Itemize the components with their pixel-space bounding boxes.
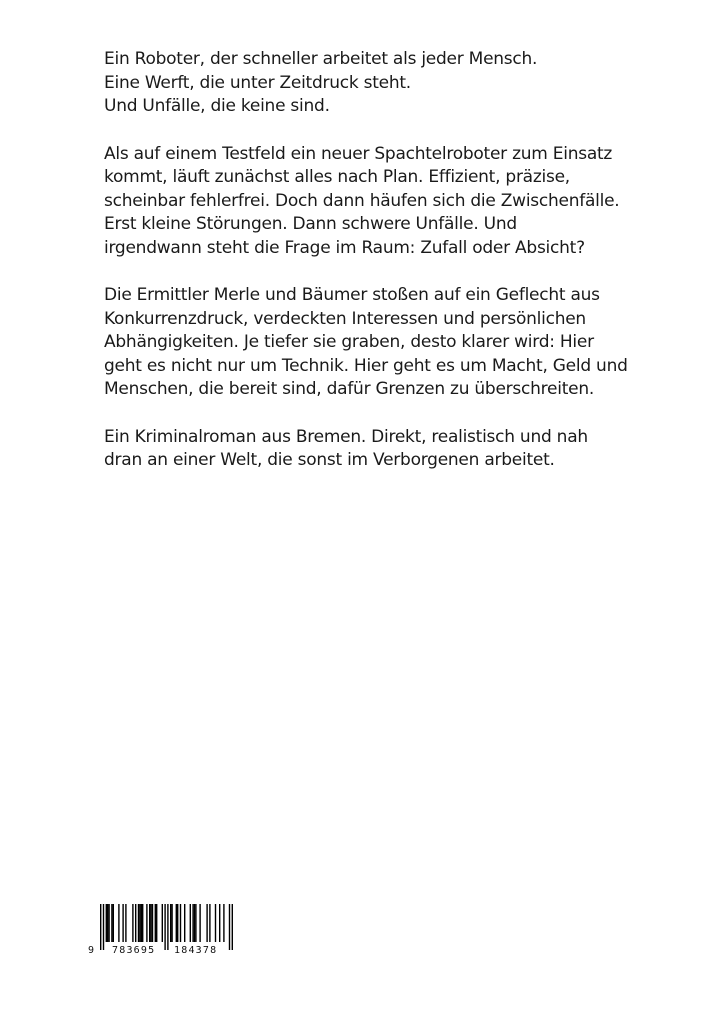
blurb-line: Und Unfälle, die keine sind. (104, 96, 330, 116)
blurb-line: Als auf einem Testfeld ein neuer Spachtelroboter zum Einsatz (104, 143, 613, 164)
barcode-bar (113, 904, 114, 942)
blurb-line: Erst kleine Störungen. Dann schwere Unfälle. Und (104, 214, 517, 234)
barcode-bar (199, 904, 200, 942)
barcode-bar (142, 904, 143, 942)
barcode-bar (111, 904, 112, 942)
blurb-text (104, 48, 628, 497)
barcode-first-digit: 9 (88, 945, 95, 956)
barcode-bar (195, 904, 196, 942)
barcode-bar (192, 904, 193, 942)
barcode-bar (170, 904, 171, 942)
barcode-bar (162, 904, 163, 942)
barcode-digits (88, 944, 233, 958)
barcode-bar (223, 904, 224, 942)
blurb-line: Konkurrenzdruck, verdeckten Interessen und persönlichen (104, 308, 586, 329)
barcode-bar (194, 904, 195, 942)
barcode-bar (106, 904, 107, 942)
barcode-bar (150, 904, 151, 942)
barcode-bar (155, 904, 156, 942)
blurb-paragraph-1 (104, 48, 624, 119)
barcode-left-digits: 783695 (112, 945, 156, 956)
barcode-bar (152, 904, 153, 942)
blurb-line: Eine Werft, die unter Zeitdruck steht. (104, 72, 411, 93)
blurb-line: Menschen, die bereit sind, dafür Grenzen zu überschreiten. (104, 379, 595, 399)
barcode-bar (141, 904, 142, 942)
barcode-bar (180, 904, 181, 942)
blurb-line: Die Ermittler Merle und Bäumer stoßen auf ein Geflecht aus (104, 285, 600, 305)
barcode-bar (138, 904, 139, 942)
barcode-bar (118, 904, 119, 942)
barcode-bar (156, 904, 157, 942)
barcode-bar (122, 904, 123, 942)
barcode-bar (139, 904, 140, 942)
blurb-line: dran an einer Welt, die sonst im Verborgenen arbeitet. (104, 450, 555, 470)
blurb-line: Ein Kriminalroman aus Bremen. Direkt, realistisch und nah (104, 426, 588, 447)
blurb-paragraph-3 (104, 284, 628, 402)
barcode-bar (184, 904, 185, 942)
blurb-line: Ein Roboter, der schneller arbeitet als jeder Mensch. (104, 49, 538, 69)
blurb-line: irgendwann steht die Frage im Raum: Zufall oder Absicht? (104, 237, 585, 258)
barcode-bar (107, 904, 108, 942)
blurb-paragraph-2 (104, 143, 624, 261)
blurb-line: geht es nicht nur um Technik. Hier geht es um Macht, Geld und (104, 355, 628, 376)
barcode-bar (209, 904, 210, 942)
barcode-bar (206, 904, 207, 942)
blurb-line: scheinbar fehlerfrei. Doch dann häufen sich die Zwischenfälle. (104, 190, 620, 211)
barcode-bar (177, 904, 178, 942)
blurb-paragraph-4 (104, 426, 624, 473)
barcode-bar (149, 904, 150, 942)
barcode-bar (132, 904, 133, 942)
barcode-bar (176, 904, 177, 942)
barcode-bar (135, 904, 136, 942)
barcode-bar (171, 904, 172, 942)
barcode-bar (125, 904, 126, 942)
barcode-bar (190, 904, 191, 942)
isbn-barcode (88, 904, 233, 960)
blurb-line: Abhängigkeiten. Je tiefer sie graben, desto klarer wird: Hier (104, 332, 594, 352)
blurb-line: kommt, läuft zunächst alles nach Plan. Effizient, präzise, (104, 167, 570, 187)
barcode-bar (215, 904, 216, 942)
barcode-bar (219, 904, 220, 942)
barcode-bar (146, 904, 147, 942)
barcode-bar (108, 904, 109, 942)
barcode-right-digits: 184378 (174, 945, 218, 956)
